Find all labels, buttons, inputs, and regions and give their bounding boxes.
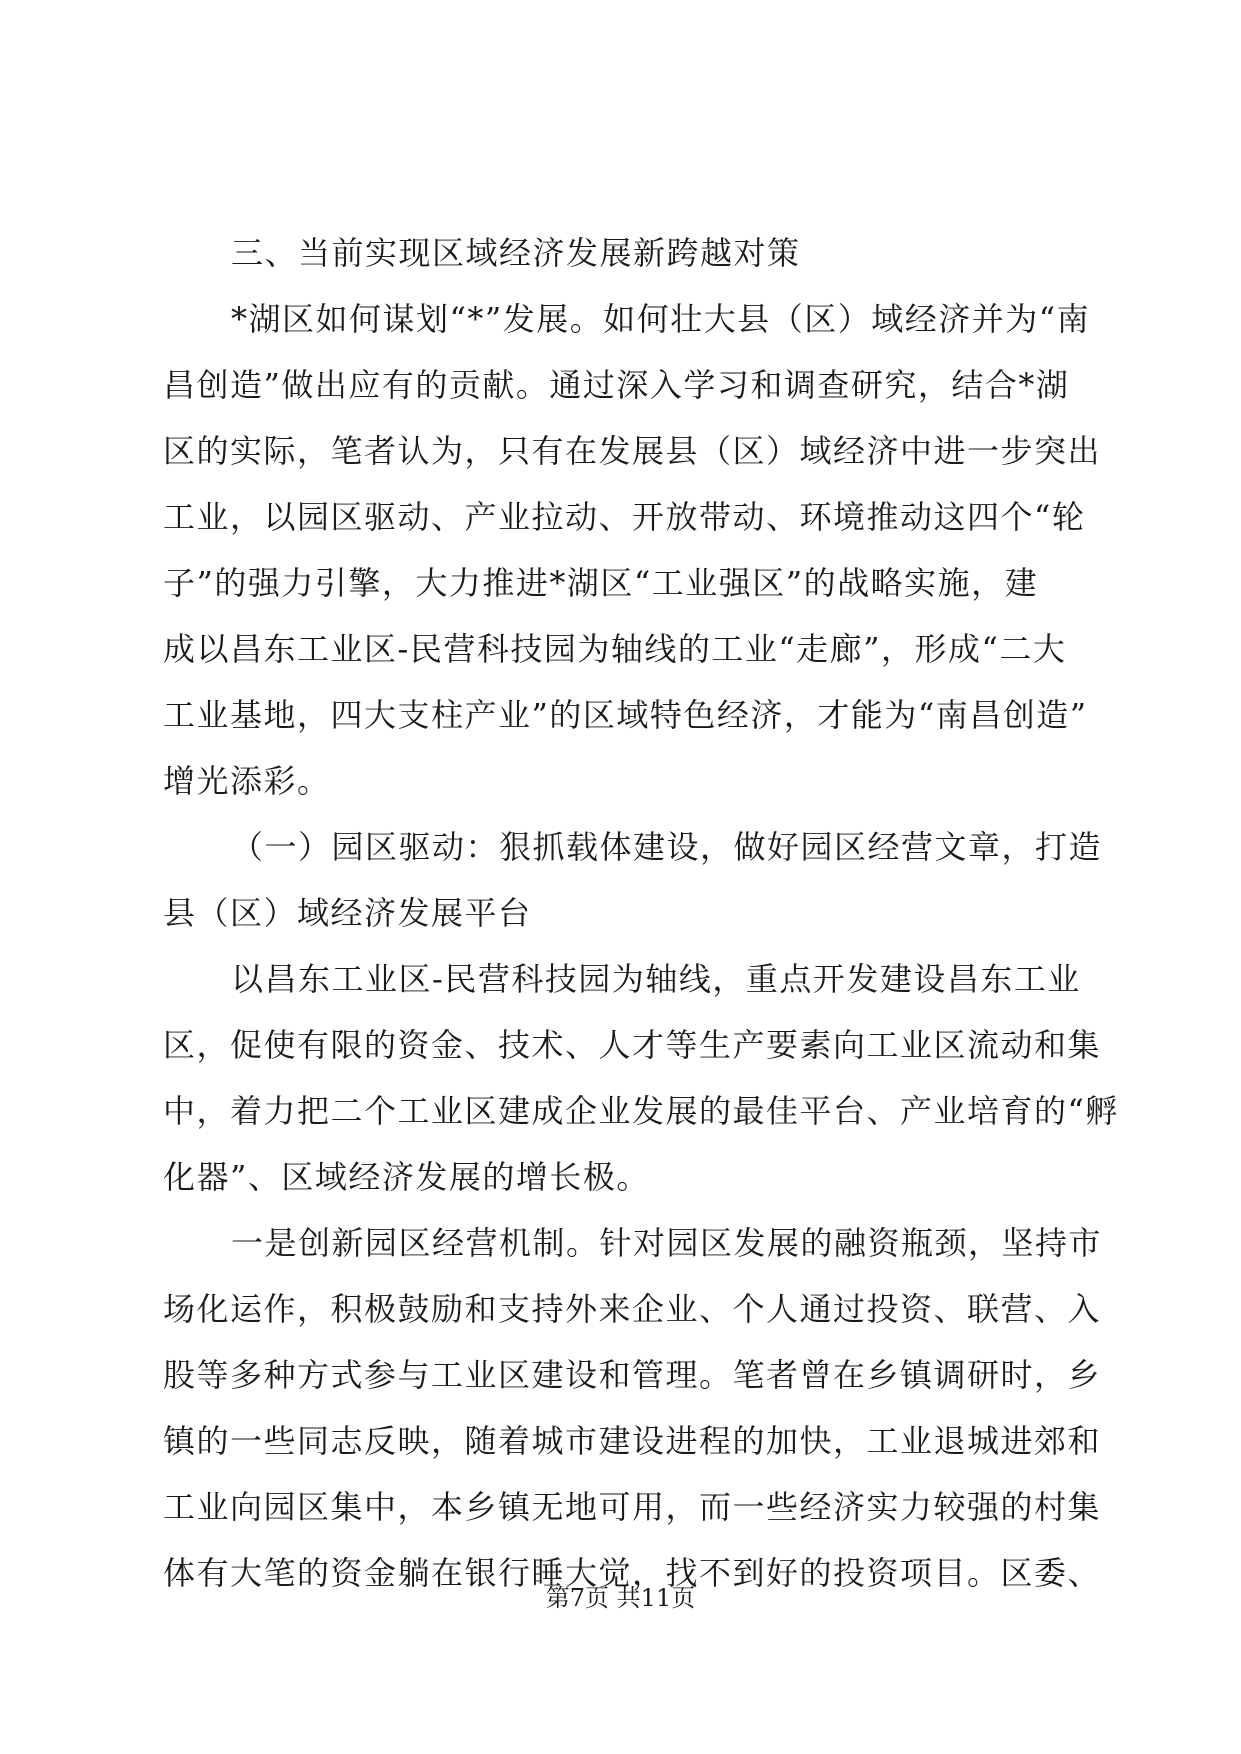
paragraph-line: 区的实际，笔者认为，只有在发展县（区）域经济中进一步突出 xyxy=(163,432,1102,470)
paragraph-line: 化器”、区域经济发展的增长极。 xyxy=(163,1158,650,1196)
subsection-heading: （一）园区驱动：狠抓载体建设，做好园区经营文章，打造 xyxy=(231,828,1103,866)
paragraph-line: 以昌东工业区-民营科技园为轴线，重点开发建设昌东工业 xyxy=(231,960,1081,998)
paragraph-line: 工业向园区集中，本乡镇无地可用，而一些经济实力较强的村集 xyxy=(163,1488,1102,1526)
paragraph-line: 镇的一些同志反映，随着城市建设进程的加快，工业退城进郊和 xyxy=(163,1422,1102,1460)
paragraph-line: 成以昌东工业区-民营科技园为轴线的工业“走廊”，形成“二大 xyxy=(163,630,1067,668)
paragraph-line: 体有大笔的资金躺在银行睡大觉，找不到好的投资项目。区委、 xyxy=(163,1554,1102,1592)
paragraph-line: 子”的强力引擎，大力推进*湖区“工业强区”的战略实施，建 xyxy=(163,564,1039,602)
paragraph-line: 股等多种方式参与工业区建设和管理。笔者曾在乡镇调研时，乡 xyxy=(163,1356,1102,1394)
paragraph-line: 中，着力把二个工业区建成企业发展的最佳平台、产业培育的“孵 xyxy=(163,1092,1119,1130)
section-heading: 三、当前实现区域经济发展新跨越对策 xyxy=(231,234,801,272)
paragraph-line: 场化运作，积极鼓励和支持外来企业、个人通过投资、联营、入 xyxy=(163,1290,1102,1328)
document-body xyxy=(163,220,1119,1606)
subsection-heading-continued: 县（区）域经济发展平台 xyxy=(163,894,532,932)
paragraph-line: *湖区如何谋划“*”发展。如何壮大县（区）域经济并为“南 xyxy=(231,300,1091,338)
paragraph-line: 昌创造”做出应有的贡献。通过深入学习和调查研究，结合*湖 xyxy=(163,366,1070,404)
paragraph-line: 增光添彩。 xyxy=(163,762,331,800)
page-number-footer: 第7页 共11页 xyxy=(545,1584,696,1612)
paragraph-line: 工业基地，四大支柱产业”的区域特色经济，才能为“南昌创造” xyxy=(163,696,1088,734)
paragraph-line: 区，促使有限的资金、技术、人才等生产要素向工业区流动和集 xyxy=(163,1026,1102,1064)
paragraph-line: 一是创新园区经营机制。针对园区发展的融资瓶颈，坚持市 xyxy=(231,1224,1103,1262)
paragraph-line: 工业，以园区驱动、产业拉动、开放带动、环境推动这四个“轮 xyxy=(163,498,1086,536)
